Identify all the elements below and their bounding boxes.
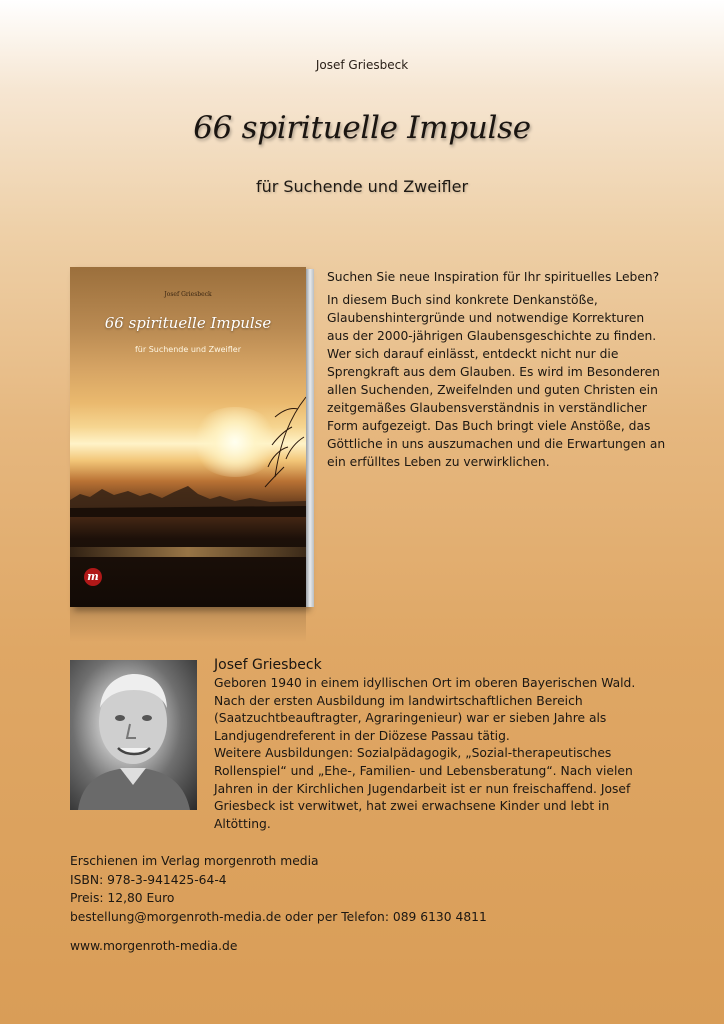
bio-paragraph: Geboren 1940 in einem idyllischen Ort im oberen Bayerischen Wald. Nach der ersten Ausbildung im landwirtschaftlichen Bereich (Saatzuchtbeauftragter, Agraringenieur) war er sieben Jahre als Landjugendreferent in der Diözese Passau tätig. xyxy=(214,676,636,743)
order-contact-line[interactable]: bestellung@morgenroth-media.de oder per Telefon: 089 6130 4811 xyxy=(70,909,487,924)
blurb-body: In diesem Buch sind konkrete Denkanstöße, Glaubenshintergründe und notwendige Korrekturen aus der 2000-jährigen Glaubensgeschichte zu finden. Wer sich darauf einlässt, entdeckt nicht nur die Sprengkraft aus dem Glauben. Es wird im Besonderen allen Suchenden, Zweifelnden und guten Christen ein zeitgemäßes Glaubensverständnis in verständlicher Form aufgezeigt. Das Buch bringt viele Anstöße, das Göttliche in uns auszumachen und die Erwartungen an ein erfülltes Leben zu verwirklichen. xyxy=(327,293,666,469)
publisher-line: Erschienen im Verlag morgenroth media xyxy=(70,854,319,868)
bio-paragraph: Weitere Ausbildungen: Sozialpädagogik, „Sozial-therapeutisches Rollenspiel“ und „Ehe-, Familien- und Lebensberatung“. Nach vielen Jahren in der Kirchlichen Jugendarbeit ist er nun freischaffend. Josef Griesbeck ist verwitwet, hat zwei erwachsene Kinder und lebt in Altötting. xyxy=(214,746,633,831)
bio-author-name: Josef Griesbeck xyxy=(214,657,322,673)
book-page-edge xyxy=(306,269,314,607)
publisher-logo-icon: m xyxy=(84,568,102,586)
book-description xyxy=(327,268,667,476)
author-biography xyxy=(214,675,654,833)
book-front-cover xyxy=(70,267,306,607)
isbn-line: ISBN: 978-3-941425-64-4 xyxy=(70,872,227,887)
lake-reflection xyxy=(70,547,306,557)
author-photo xyxy=(70,660,197,810)
blurb-lead: Suchen Sie neue Inspiration für Ihr spirituelles Leben? xyxy=(327,270,660,284)
price-line: Preis: 12,80 Euro xyxy=(70,891,175,905)
cover-author: Josef Griesbeck xyxy=(164,291,212,298)
publication-info xyxy=(70,852,487,926)
book-subtitle: für Suchende und Zweifler xyxy=(255,177,469,196)
tree-branches xyxy=(220,387,306,497)
cover-title: 66 spirituelle Impulse xyxy=(104,314,272,332)
author-name: Josef Griesbeck xyxy=(315,58,409,72)
author-portrait-image xyxy=(70,660,197,810)
book-reflection xyxy=(70,607,306,642)
book-title: 66 spirituelle Impulse xyxy=(193,110,531,146)
website-link[interactable]: www.morgenroth-media.de xyxy=(70,939,238,953)
cover-subtitle: für Suchende und Zweifler xyxy=(134,345,242,354)
book-cover xyxy=(70,267,306,607)
